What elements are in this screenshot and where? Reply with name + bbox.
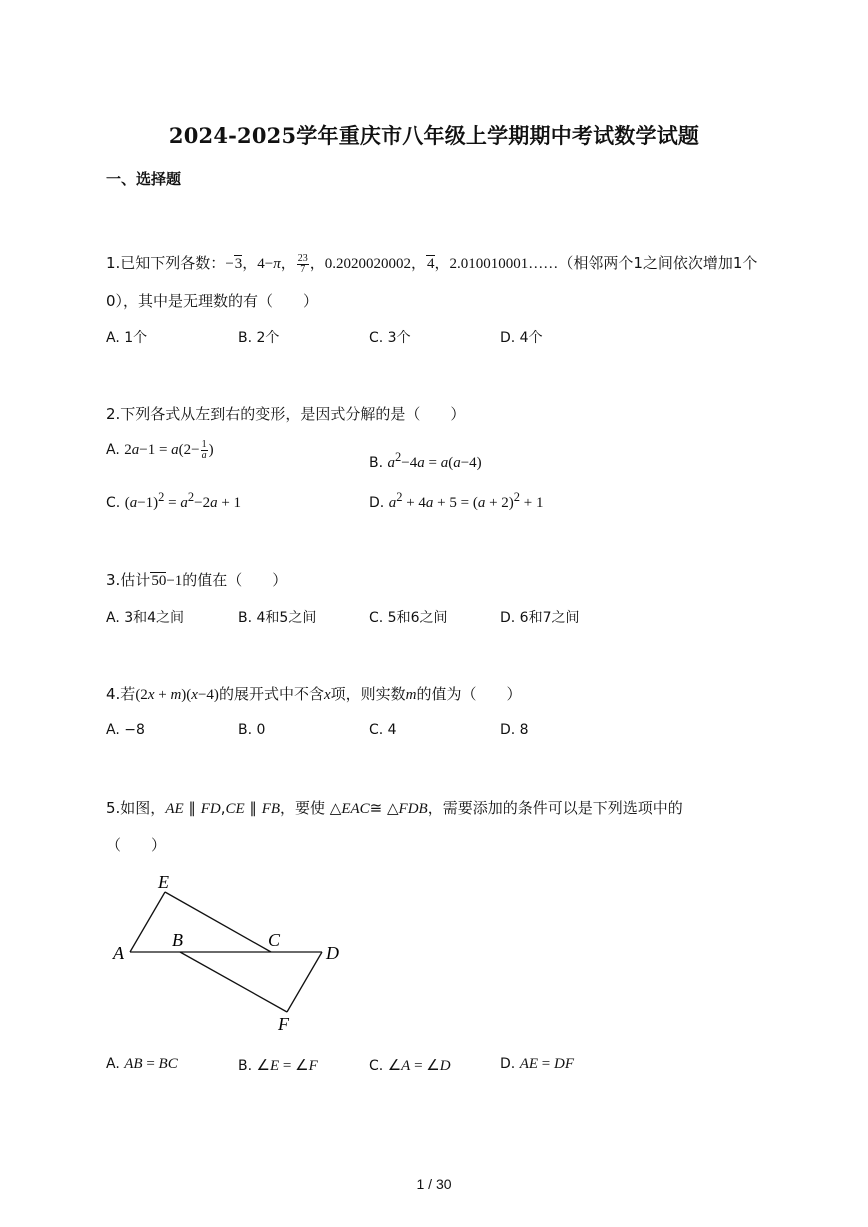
question-4-stem: 4.若(2x + m)(x−4)的展开式中不含x项，则实数m的值为（ ） (106, 685, 522, 703)
q1-prefix: 1.已知下列各数： (106, 254, 226, 272)
question-1-line1 (106, 252, 757, 275)
q1-numbers: −3，4−π， $\frac{23}{7}$ ，0.2020020002，4，2.010010001…… (225, 253, 559, 276)
label-f: F (278, 1014, 289, 1034)
segment-df (287, 952, 322, 1012)
q2-option-b: B. $a^2-4a = a(a-4)$ (369, 450, 482, 471)
q1-option-b: B. 2个 (238, 330, 280, 346)
q4-option-a: A. −8 (106, 722, 145, 738)
q4-option-b: B. 0 (238, 722, 266, 738)
question-5-line2: （ ） (106, 836, 167, 854)
q5-option-a: A. AB = BC (106, 1056, 178, 1072)
q3-option-b: B. 4和5之间 (238, 610, 317, 626)
segment-ae (130, 892, 165, 952)
question-5-stem: 5.如图，AE ∥ FD,CE ∥ FB，要使 △EAC≅ △FDB，需要添加的条件可以是下列选项中的 (106, 799, 683, 817)
question-3-stem: 3.估计50−1的值在（ ） (106, 571, 288, 589)
question-2-stem: 2.下列各式从左到右的变形，是因式分解的是（ ） (106, 405, 466, 423)
label-e: E (158, 872, 169, 892)
q2-option-d: D. $a^2 + 4a + 5 = (a + 2)^2 + 1$ (369, 490, 544, 511)
q5-option-d: D. AE = DF (500, 1056, 574, 1072)
q4-option-d: D. 8 (500, 722, 529, 738)
question-1-line2: 0），其中是无理数的有（ ） (106, 292, 319, 310)
q5-option-c: C. ∠A = ∠D (369, 1058, 451, 1074)
q2-option-a: A. 2a−1 = a(2− $\frac{1}{a}$ ) (106, 439, 214, 461)
segment-bf (180, 952, 287, 1012)
q1-option-c: C. 3个 (369, 330, 411, 346)
q3-option-c: C. 5和6之间 (369, 610, 448, 626)
q2-option-c: C. $(a-1)^2 = a^2-2a + 1$ (106, 490, 242, 511)
label-d: D (326, 943, 339, 963)
label-a: A (113, 943, 124, 963)
label-b: B (172, 930, 183, 950)
section-heading: 一、选择题 (106, 170, 182, 188)
q1-option-d: D. 4个 (500, 330, 543, 346)
q3-option-a: A. 3和4之间 (106, 610, 185, 626)
q1-suffix: （相邻两个1之间依次增加1个 (558, 254, 758, 272)
q3-option-d: D. 6和7之间 (500, 610, 580, 626)
q1-option-a: A. 1个 (106, 330, 148, 346)
q5-option-b: B. ∠E = ∠F (238, 1058, 318, 1074)
label-c: C (268, 930, 281, 950)
q4-option-c: C. 4 (369, 722, 397, 738)
page-number: 1 / 30 (416, 1176, 452, 1192)
page-title: 2024-2025学年重庆市八年级上学期期中考试数学试题 (168, 123, 700, 148)
geometry-figure (100, 864, 360, 1044)
